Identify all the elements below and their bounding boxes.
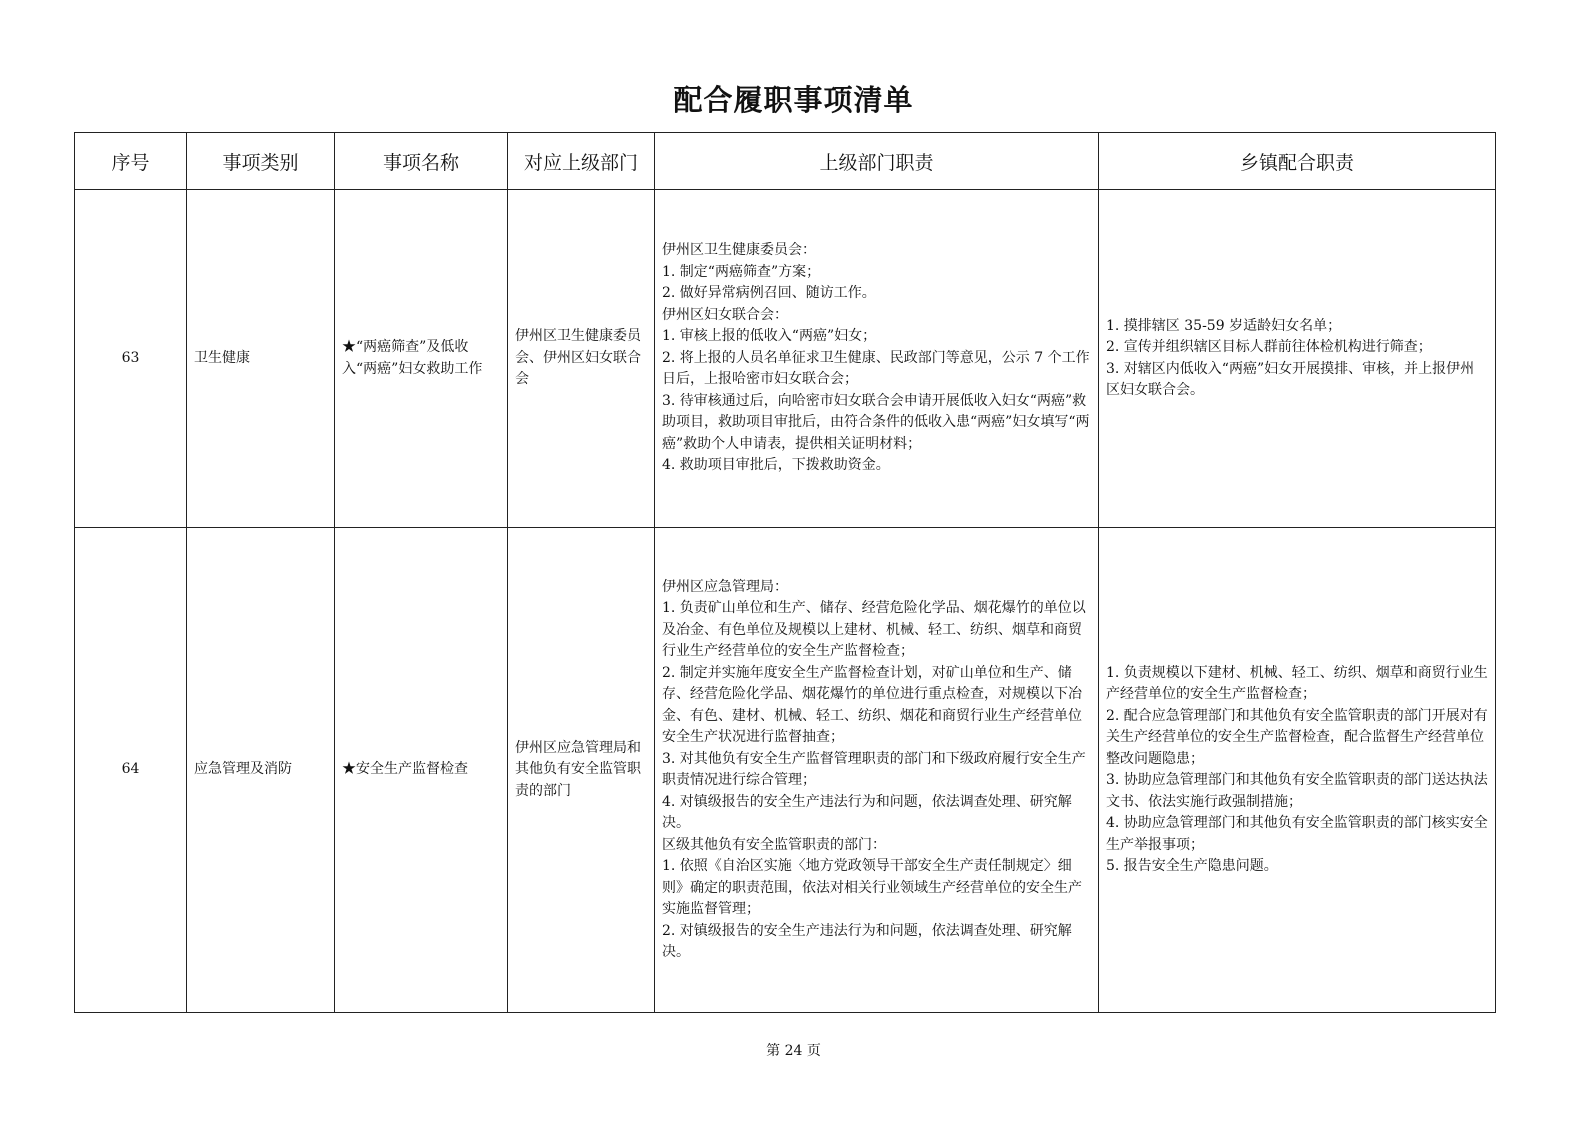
row-item-name: ★安全生产监督检查 xyxy=(335,528,508,1013)
column-header-upper-department: 对应上级部门 xyxy=(508,133,655,190)
page-title: 配合履职事项清单 xyxy=(673,83,914,117)
row-township-duties xyxy=(1099,190,1496,528)
row-upper-department: 伊州区应急管理局和其他负有安全监管职责的部门 xyxy=(508,528,655,1013)
row-township-duties xyxy=(1099,528,1496,1013)
duties-table xyxy=(74,132,1496,1013)
row-upper-duties xyxy=(655,528,1099,1013)
duty-line: 3. 对辖区内低收入“两癌”妇女开展摸排、审核，并上报伊州区妇女联合会。 xyxy=(1106,360,1475,398)
duty-line: 2. 将上报的人员名单征求卫生健康、民政部门等意见，公示 7 个工作日后，上报哈密市妇女联合会； xyxy=(662,349,1090,388)
duty-line: 伊州区妇女联合会： xyxy=(662,306,788,323)
duty-line: 2. 配合应急管理部门和其他负有安全监管职责的部门开展对有关生产经营单位的安全生产监督检查，配合监督生产经营单位整改问题隐患； xyxy=(1106,707,1488,767)
duty-line: 3. 对其他负有安全生产监督管理职责的部门和下级政府履行安全生产职责情况进行综合管理； xyxy=(662,750,1086,788)
duty-line: 3. 待审核通过后，向哈密市妇女联合会申请开展低收入妇女“两癌”救助项目，救助项目审批后，由符合条件的低收入患“两癌”妇女填写“两癌”救助个人申请表，提供相关证明材料； xyxy=(662,392,1090,452)
column-header-township-duties: 乡镇配合职责 xyxy=(1099,133,1496,190)
table-row xyxy=(75,190,1496,528)
row-upper-duties xyxy=(655,190,1099,528)
duty-line: 2. 做好异常病例召回、随访工作。 xyxy=(662,285,876,302)
duty-line: 4. 协助应急管理部门和其他负有安全监管职责的部门核实安全生产举报事项； xyxy=(1106,815,1488,853)
duty-line: 4. 对镇级报告的安全生产违法行为和问题，依法调查处理、研究解决。 xyxy=(662,793,1072,831)
duty-line: 1. 审核上报的低收入“两癌”妇女； xyxy=(662,328,877,345)
duty-line: 5. 报告安全生产隐患问题。 xyxy=(1106,858,1278,874)
duty-line: 4. 救助项目审批后，下拨救助资金。 xyxy=(662,457,890,474)
row-item-name: ★“两癌筛查”及低收入“两癌”妇女救助工作 xyxy=(335,190,508,528)
duty-line: 2. 对镇级报告的安全生产违法行为和问题，依法调查处理、研究解决。 xyxy=(662,922,1072,960)
column-header-upper-duties: 上级部门职责 xyxy=(655,133,1099,190)
duty-line: 3. 协助应急管理部门和其他负有安全监管职责的部门送达执法文书、依法实施行政强制措施； xyxy=(1106,772,1488,810)
row-category: 应急管理及消防 xyxy=(187,528,335,1013)
duty-line: 伊州区卫生健康委员会： xyxy=(662,242,816,259)
page-number: 第 24 页 xyxy=(766,1043,821,1059)
table-header-row xyxy=(75,133,1496,190)
duty-line: 2. 宣传并组织辖区目标人群前往体检机构进行筛查； xyxy=(1106,339,1432,355)
duty-line: 区级其他负有安全监管职责的部门： xyxy=(662,836,886,853)
column-header-category: 事项类别 xyxy=(187,133,335,190)
duty-line: 1. 负责规模以下建材、机械、轻工、纺织、烟草和商贸行业生产经营单位的安全生产监督检查； xyxy=(1106,664,1488,702)
row-upper-department: 伊州区卫生健康委员会、伊州区妇女联合会 xyxy=(508,190,655,528)
duty-line: 伊州区应急管理局： xyxy=(662,578,788,595)
duty-line: 1. 负责矿山单位和生产、储存、经营危险化学品、烟花爆竹的单位以及冶金、有色单位及规模以上建材、机械、轻工、纺织、烟草和商贸行业生产经营单位的安全生产监督检查； xyxy=(662,600,1086,659)
row-number: 64 xyxy=(75,528,187,1013)
table-row xyxy=(75,528,1496,1013)
duty-line: 1. 制定“两癌筛查”方案； xyxy=(662,263,821,280)
duty-line: 1. 摸排辖区 35-59 岁适龄妇女名单； xyxy=(1106,317,1342,334)
duty-line: 2. 制定并实施年度安全生产监督检查计划，对矿山单位和生产、储存、经营危险化学品、烟花爆竹的单位进行重点检查，对规模以下冶金、有色、建材、机械、轻工、纺织、烟花和商贸行业生产经营单位安全生产状况进行监督抽查； xyxy=(662,664,1082,745)
row-category: 卫生健康 xyxy=(187,190,335,528)
column-header-number: 序号 xyxy=(75,133,187,190)
duty-line: 1. 依照《自治区实施〈地方党政领导干部安全生产责任制规定〉细则》确定的职责范围，依法对相关行业领域生产经营单位的安全生产实施监督管理； xyxy=(662,858,1082,917)
column-header-item-name: 事项名称 xyxy=(335,133,508,190)
row-number: 63 xyxy=(75,190,187,528)
